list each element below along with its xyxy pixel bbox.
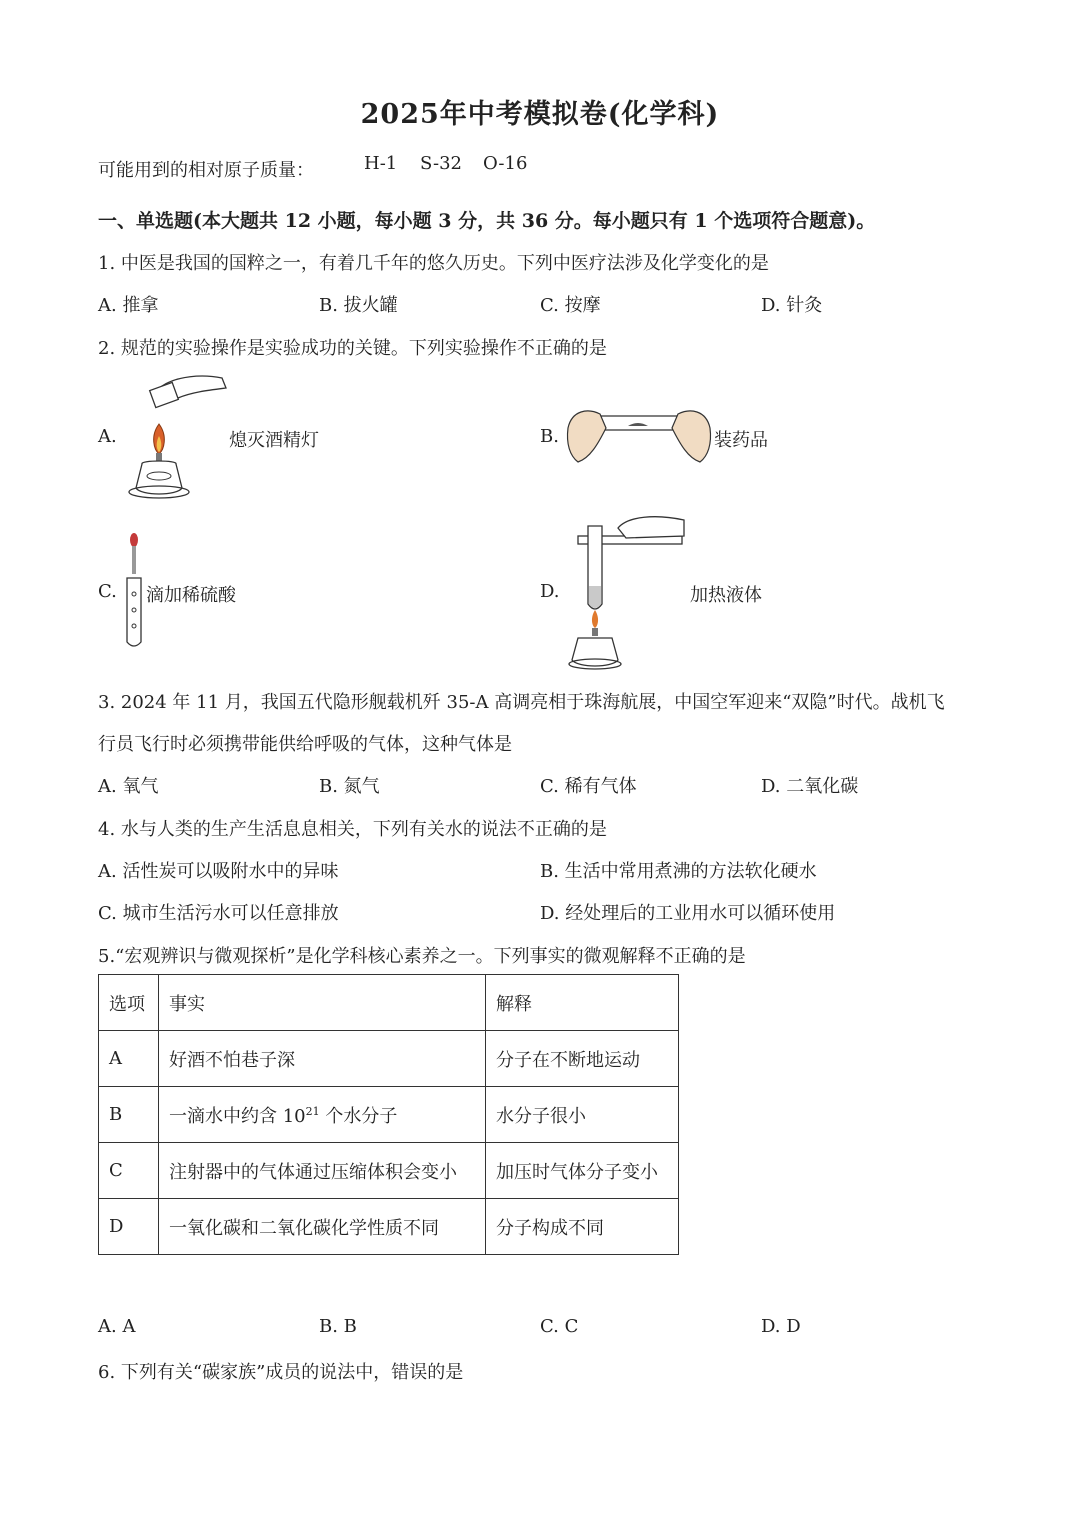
row-option: D xyxy=(99,1199,159,1255)
q1-option-d: D. 针灸 xyxy=(761,295,823,316)
table-row xyxy=(99,1031,679,1087)
loading-powder-test-tube-icon xyxy=(566,400,712,472)
row-explanation: 分子在不断地运动 xyxy=(486,1031,679,1087)
q5-stem: 5.“宏观辨识与微观探析”是化学科核心素养之一。下列事实的微观解释不正确的是 xyxy=(98,946,746,967)
q6-stem: 6. 下列有关“碳家族”成员的说法中，错误的是 xyxy=(98,1362,464,1383)
q2-option-b-letter: B. xyxy=(540,426,559,447)
q2-option-b-text: 装药品 xyxy=(714,430,768,451)
q4-option-a: A. 活性炭可以吸附水中的异味 xyxy=(98,861,339,882)
page-title: 2025年中考模拟卷(化学科) xyxy=(360,99,720,130)
table-header-row xyxy=(99,975,679,1031)
row-option: B xyxy=(99,1087,159,1143)
q1-stem: 1. 中医是我国的国粹之一，有着几千年的悠久历史。下列中医疗法涉及化学变化的是 xyxy=(98,253,769,274)
q5-option-a: A. A xyxy=(98,1316,136,1337)
dropper-test-tube-icon xyxy=(124,532,146,652)
fact-text-part1: 一滴水中约含 10 xyxy=(169,1105,306,1127)
q2-option-a-letter: A. xyxy=(98,426,117,447)
row-fact xyxy=(159,1087,486,1143)
atomic-mass-label: 可能用到的相对原子质量： xyxy=(98,160,314,181)
q3-option-c: C. 稀有气体 xyxy=(540,776,637,797)
extinguish-alcohol-lamp-icon xyxy=(122,364,232,504)
q2-option-a-text: 熄灭酒精灯 xyxy=(229,430,319,451)
atomic-mass-o: O-16 xyxy=(483,153,528,174)
table-row xyxy=(99,1087,679,1143)
header-option: 选项 xyxy=(99,975,159,1031)
q5-table xyxy=(98,974,679,1255)
q4-option-c: C. 城市生活污水可以任意排放 xyxy=(98,903,339,924)
q2-option-d-text: 加热液体 xyxy=(690,585,762,606)
row-fact: 注射器中的气体通过压缩体积会变小 xyxy=(159,1143,486,1199)
q5-option-b: B. B xyxy=(319,1316,357,1337)
q4-option-d: D. 经处理后的工业用水可以循环使用 xyxy=(540,903,836,924)
fact-text-part2: 个水分子 xyxy=(319,1105,398,1127)
q1-option-c: C. 按摩 xyxy=(540,295,601,316)
q2-stem: 2. 规范的实验操作是实验成功的关键。下列实验操作不正确的是 xyxy=(98,338,607,359)
q2-option-c-text: 滴加稀硫酸 xyxy=(146,585,236,606)
q3-stem-line1: 3. 2024 年 11 月，我国五代隐形舰载机歼 35-A 高调亮相于珠海航展，中国空军迎来“双隐”时代。战机飞 xyxy=(98,692,945,713)
q2-option-c-letter: C. xyxy=(98,581,117,602)
q2-option-d-letter: D. xyxy=(540,581,560,602)
row-option: A xyxy=(99,1031,159,1087)
q3-option-b: B. 氮气 xyxy=(319,776,380,797)
q5-option-d: D. D xyxy=(761,1316,801,1337)
q4-option-b: B. 生活中常用煮沸的方法软化硬水 xyxy=(540,861,817,882)
q1-option-a: A. 推拿 xyxy=(98,295,159,316)
q4-stem: 4. 水与人类的生产生活息息相关，下列有关水的说法不正确的是 xyxy=(98,819,607,840)
q1-option-b: B. 拔火罐 xyxy=(319,295,398,316)
q3-option-a: A. 氧气 xyxy=(98,776,159,797)
row-fact: 一氧化碳和二氧化碳化学性质不同 xyxy=(159,1199,486,1255)
row-explanation: 分子构成不同 xyxy=(486,1199,679,1255)
section-heading: 一、单选题(本大题共 12 小题，每小题 3 分，共 36 分。每小题只有 1 个选项符合题意)。 xyxy=(98,210,876,232)
table-row xyxy=(99,1143,679,1199)
heating-liquid-icon xyxy=(566,512,690,672)
q3-option-d: D. 二氧化碳 xyxy=(761,776,859,797)
header-explanation: 解释 xyxy=(486,975,679,1031)
fact-exponent: 21 xyxy=(305,1104,320,1118)
q5-option-c: C. C xyxy=(540,1316,579,1337)
row-option: C xyxy=(99,1143,159,1199)
row-explanation: 加压时气体分子变小 xyxy=(486,1143,679,1199)
atomic-mass-s: S-32 xyxy=(420,153,462,174)
header-fact: 事实 xyxy=(159,975,486,1031)
atomic-mass-h: H-1 xyxy=(364,153,398,174)
row-explanation: 水分子很小 xyxy=(486,1087,679,1143)
row-fact: 好酒不怕巷子深 xyxy=(159,1031,486,1087)
table-row xyxy=(99,1199,679,1255)
q3-stem-line2: 行员飞行时必须携带能供给呼吸的气体，这种气体是 xyxy=(98,734,512,755)
